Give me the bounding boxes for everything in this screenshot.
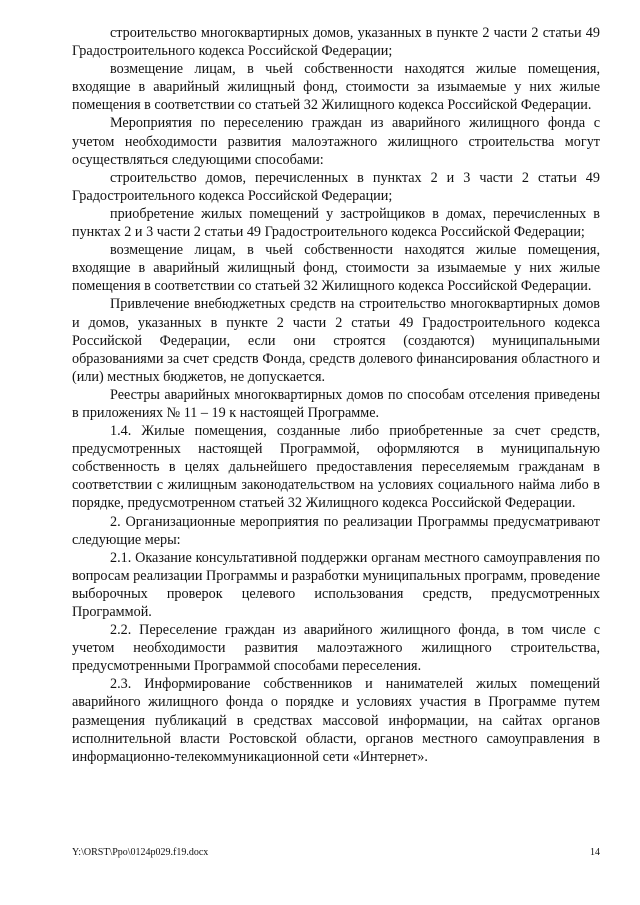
file-path: Y:\ORST\Ppo\0124p029.f19.docx — [72, 847, 209, 858]
paragraph: 2.3. Информирование собственников и нанимателей жилых помещений аварийного жилищного фонда о порядке и условиях участия в Программе путем размещения публикаций в средствах массовой информации, на сайтах органов исполнительной власти Ростовской области, органов местного самоуправления в информационно-телекоммуникационной сети «Интернет». — [72, 676, 600, 765]
document-body — [72, 24, 600, 766]
paragraph: возмещение лицам, в чьей собственности находятся жилые помещения, входящие в аварийный жилищный фонд, стоимости за изымаемые у них жилые помещения в соответствии со статьей 32 Жилищного кодекса Российской Федерации. — [72, 242, 600, 295]
page-number: 14 — [590, 847, 600, 858]
paragraph: 2.2. Переселение граждан из аварийного жилищного фонда, в том числе с учетом необходимости развития малоэтажного жилищного строительства, предусмотренными Программой способами переселения. — [72, 622, 600, 675]
paragraph: возмещение лицам, в чьей собственности находятся жилые помещения, входящие в аварийный жилищный фонд, стоимости за изымаемые у них жилые помещения в соответствии со статьей 32 Жилищного кодекса Российской Федерации. — [72, 61, 600, 114]
paragraph: строительство многоквартирных домов, указанных в пункте 2 части 2 статьи 49 Градостроительного кодекса Российской Федерации; — [72, 25, 600, 60]
page-footer — [72, 846, 600, 860]
paragraph: строительство домов, перечисленных в пунктах 2 и 3 части 2 статьи 49 Градостроительного кодекса Российской Федерации; — [72, 169, 600, 204]
paragraph: 1.4. Жилые помещения, созданные либо приобретенные за счет средств, предусмотренных настоящей Программой, оформляются в муниципальную собственность в целях дальнейшего предоставления переселяемым гражданам в соответствии с жилищным законодательством на условиях социального найма либо в порядке, предусмотренном статьей 32 Жилищного кодекса Российской Федерации. — [72, 423, 600, 512]
paragraph: 2.1. Оказание консультативной поддержки органам местного самоуправления по вопросам реализации Программы и разработки муниципальных программ, проведение выборочных проверок целевого использования средств, предусмотренных Программой. — [72, 549, 600, 620]
paragraph: Мероприятия по переселению граждан из аварийного жилищного фонда с учетом необходимости развития малоэтажного жилищного строительства могут осуществляться следующими способами: — [72, 115, 600, 168]
paragraph: приобретение жилых помещений у застройщиков в домах, перечисленных в пунктах 2 и 3 части 2 статьи 49 Градостроительного кодекса Российской Федерации; — [72, 205, 600, 241]
paragraph: 2. Организационные мероприятия по реализации Программы предусматривают следующие меры: — [72, 513, 600, 548]
paragraph: Привлечение внебюджетных средств на строительство многоквартирных домов и домов, указанных в пункте 2 части 2 статьи 49 Градостроительного кодекса Российской Федерации, если они строятся (создаются) муниципальными образованиями за счет средств Фонда, средств долевого финансирования областного и (или) местных бюджетов, не допускается. — [72, 296, 600, 385]
paragraph: Реестры аварийных многоквартирных домов по способам отселения приведены в приложениях № 11 – 19 к настоящей Программе. — [72, 386, 600, 421]
